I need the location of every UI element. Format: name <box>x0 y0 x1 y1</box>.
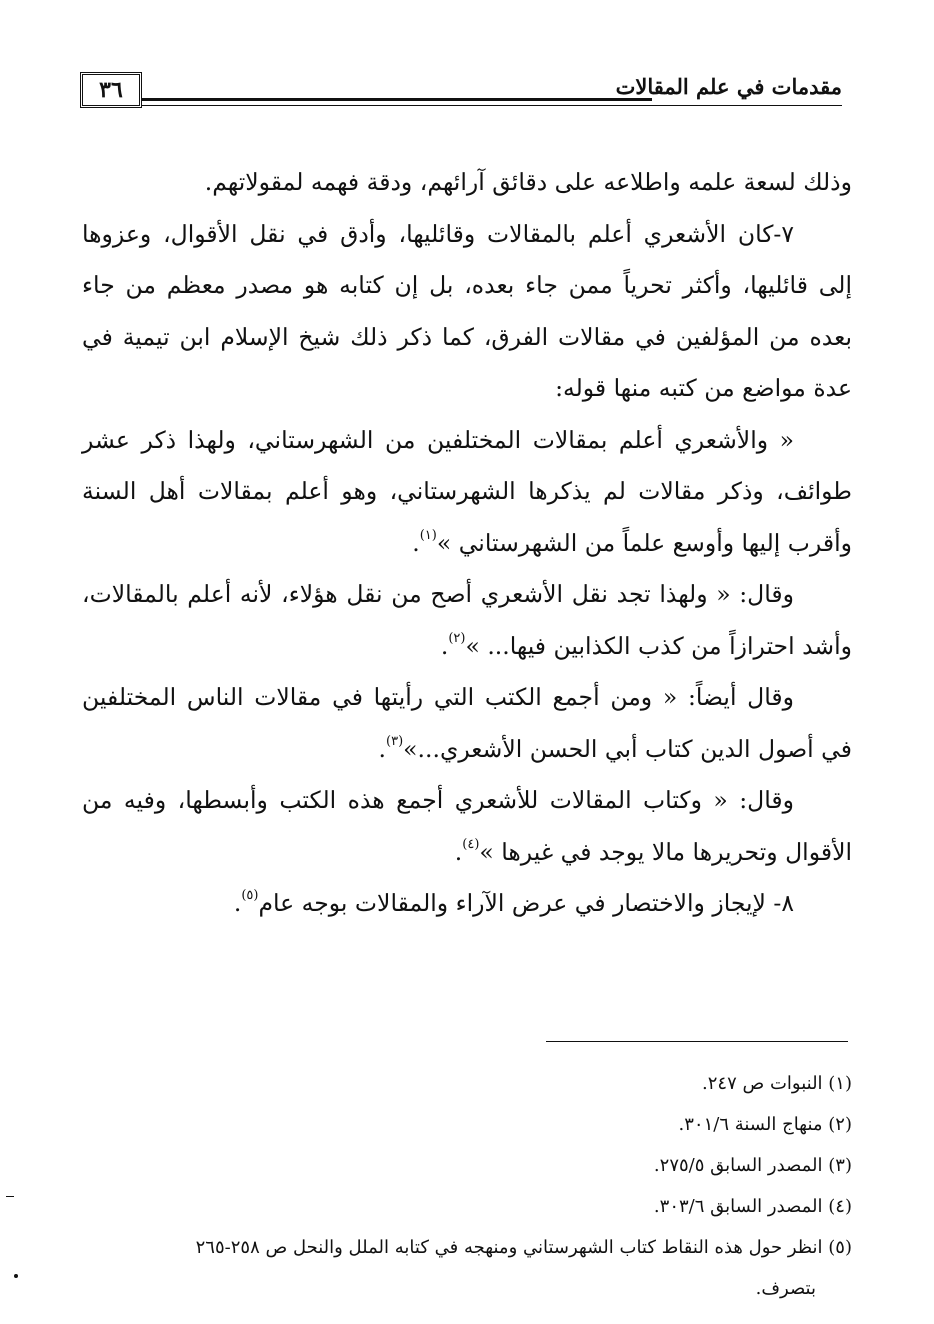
quote-3: وقال أيضاً: « ومن أجمع الكتب التي رأيتها في مقالات الناس المختلفين في أصول الدين كتاب أبي الحسن الأشعري...»$^{(٣)}$. <box>82 683 852 763</box>
paragraph-1: وذلك لسعة علمه واطلاعه على دقائق آرائهم، ودقة فهمه لمقولاتهم. <box>204 168 852 196</box>
footnote-5-continued: بتصرف. <box>755 1278 816 1299</box>
footnote-separator <box>546 1041 848 1042</box>
page-header <box>80 70 842 110</box>
footnote-ref-2: (٢) <box>448 630 466 646</box>
footnote-ref-5: (٥) <box>241 888 259 903</box>
footnote-2: (٢) منهاج السنة ٣٠١/٦. <box>678 1114 852 1135</box>
main-text <box>82 157 852 930</box>
running-title: مقدمات في علم المقالات <box>615 74 842 99</box>
quote-4: وقال: « وكتاب المقالات للأشعري أجمع هذه الكتب وأبسطها، وفيه من الأقوال وتحريرها مالا يوجد في غيرها »$^{(٤)}$. <box>82 786 852 866</box>
footnote-1: (١) النبوات ص ٢٤٧. <box>702 1073 852 1094</box>
quote-1: « والأشعري أعلم بمقالات المختلفين من الشهرستاني، ولهذا ذكر عشر طوائف، وذكر مقالات لم يذكرها الشهرستاني، وهو أعلم بمقالات أهل السنة وأقرب إليها وأوسع علماً من الشهرستاني »$^{(١)}$. <box>82 425 852 557</box>
header-rule-thin <box>142 105 842 106</box>
page-number: ٣٦ <box>99 77 123 103</box>
footnote-4: (٤) المصدر السابق ٣٠٣/٦. <box>653 1196 852 1217</box>
scan-speck <box>6 1196 14 1197</box>
footnote-ref-1: (١) <box>419 527 437 543</box>
quote-2: وقال: « ولهذا تجد نقل الأشعري أصح من نقل هؤلاء، لأنه أعلم بالمقالات، وأشد احترازاً من كذب الكذابين فيها... »$^{(٢)}$. <box>82 580 852 660</box>
footnotes <box>82 1063 852 1309</box>
footnote-ref-4: (٤) <box>462 836 480 852</box>
footnote-ref-3: (٣) <box>386 733 404 749</box>
header-rule <box>142 98 652 101</box>
page-number-box <box>80 72 142 108</box>
scan-speck <box>14 1274 18 1278</box>
paragraph-point-8: ٨- لإيجاز والاختصار في عرض الآراء والمقالات بوجه عام$^{(٥)}$. <box>233 888 794 917</box>
footnote-5: (٥) انظر حول هذه النقاط كتاب الشهرستاني ومنهجه في كتابه الملل والنحل ص ٢٥٨-٢٦٥ <box>195 1237 852 1258</box>
footnote-3: (٣) المصدر السابق ٢٧٥/٥. <box>653 1155 852 1176</box>
paragraph-point-7: ٧-كان الأشعري أعلم بالمقالات وقائليها، وأدق في نقل الأقوال، وعزوها إلى قائليها، وأكثر تحرياً ممن جاء بعده، بل إن كتابه هو مصدر معظم من جاء بعده من المؤلفين في مقالات الفرق، كما ذكر ذلك شيخ الإسلام ابن تيمية في عدة مواضع من كتبه منها قوله: <box>82 219 852 402</box>
